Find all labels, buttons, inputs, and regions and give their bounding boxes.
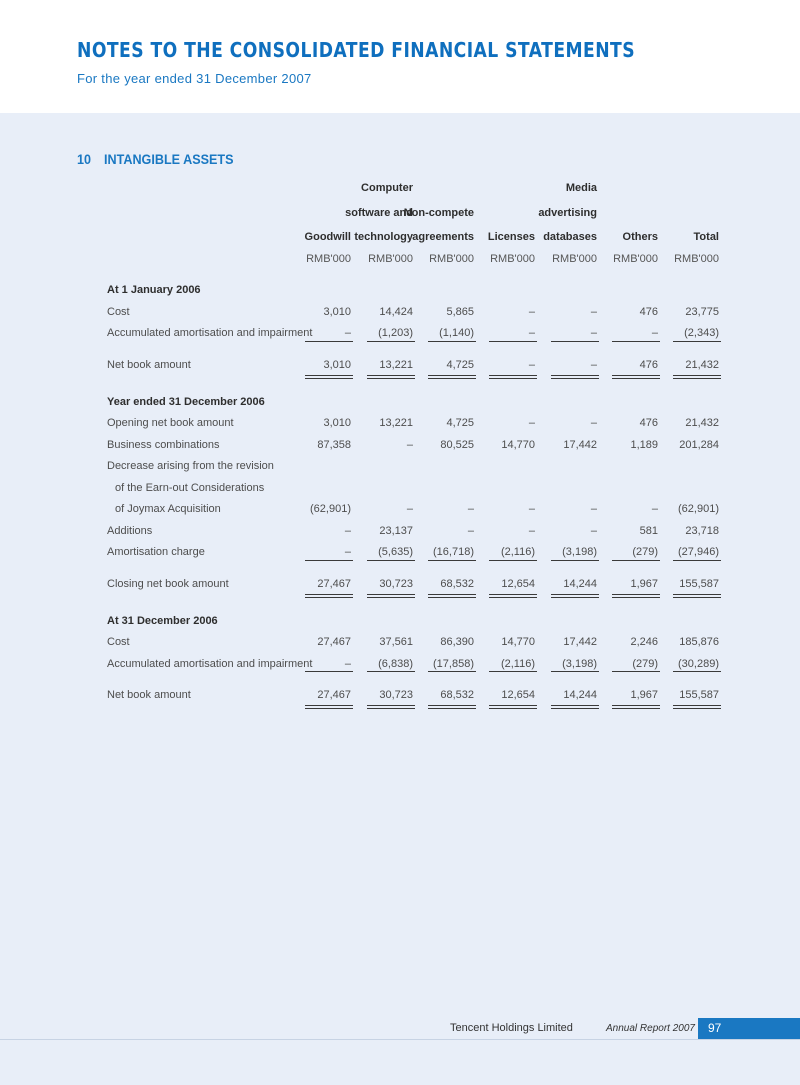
page-number: 97 [708,1021,722,1035]
block-heading: Year ended 31 December 2006 [107,395,265,408]
column-unit: RMB'000 [368,253,413,265]
total-double-rule [673,375,721,376]
table-cell: – [590,524,597,537]
table-cell: (3,198) [562,546,597,558]
total-cell: 1,967 [630,577,658,590]
total-double-rule [428,378,476,379]
total-double-rule [673,594,721,595]
table-cell: 581 [639,524,658,537]
table-cell: – [651,327,658,339]
total-double-rule [489,594,537,595]
total-double-rule [305,708,353,709]
total-cell: 30,723 [379,689,413,701]
table-cell: – [590,305,597,318]
total-double-rule [489,597,537,598]
total-cell: 30,723 [379,577,413,590]
table-cell: – [528,327,535,339]
column-header: software and [345,207,413,219]
total-double-rule [367,375,415,376]
total-double-rule [673,597,721,598]
table-cell: (30,289) [678,657,719,670]
table-cell: (62,901) [310,503,351,515]
table-cell: 4,725 [446,417,474,429]
total-double-rule [551,375,599,376]
subtotal-rule [367,341,415,342]
total-cell: 14,244 [563,689,597,701]
row-label: Accumulated amortisation and impairment [107,657,313,670]
total-cell: 68,532 [440,577,474,590]
total-double-rule [305,594,353,595]
column-header: Goodwill [304,231,351,243]
column-header: Others [622,231,658,243]
document-title: NOTES TO THE CONSOLIDATED FINANCIAL STATEMENTS [77,38,636,62]
table-cell: 80,525 [440,438,474,451]
row-label: Accumulated amortisation and impairment [107,327,313,339]
total-double-rule [305,705,353,706]
page-header [0,0,800,113]
total-double-rule [612,705,660,706]
total-double-rule [367,597,415,598]
table-cell: 476 [639,305,658,318]
subtotal-rule [612,671,660,672]
row-label: Decrease arising from the revision [107,460,274,472]
table-cell: – [467,503,474,515]
table-cell: (279) [632,546,658,558]
total-double-rule [551,594,599,595]
total-cell: 27,467 [317,577,351,590]
total-double-rule [367,708,415,709]
total-double-rule [305,375,353,376]
table-cell: 17,442 [563,636,597,648]
column-unit: RMB'000 [306,253,351,265]
total-double-rule [305,597,353,598]
table-cell: (279) [632,657,658,670]
subtotal-rule [673,560,721,561]
column-unit: RMB'000 [552,253,597,265]
table-cell: 5,865 [446,305,474,318]
total-cell: 27,467 [317,689,351,701]
table-cell: 23,718 [685,524,719,537]
table-cell: 27,467 [317,636,351,648]
table-cell: 23,775 [685,305,719,318]
footer-company-name: Tencent Holdings Limited [450,1022,573,1034]
row-label: Opening net book amount [107,417,234,429]
total-cell: 3,010 [323,358,351,371]
total-double-rule [612,597,660,598]
total-double-rule [489,705,537,706]
total-double-rule [305,378,353,379]
table-cell: – [344,524,351,537]
subtotal-rule [489,341,537,342]
subtotal-rule [551,560,599,561]
row-label: Cost [107,636,130,648]
table-cell: (62,901) [678,503,719,515]
block-heading: At 31 December 2006 [107,614,218,627]
subtotal-rule [551,671,599,672]
subtotal-rule [305,560,353,561]
total-double-rule [428,705,476,706]
total-double-rule [673,705,721,706]
table-cell: 1,189 [630,438,658,451]
total-double-rule [489,375,537,376]
subtotal-rule [489,671,537,672]
subtotal-rule [673,341,721,342]
table-cell: 14,424 [379,305,413,318]
table-cell: (2,116) [500,546,535,558]
table-cell: (5,635) [378,546,413,558]
subtotal-rule [612,341,660,342]
column-unit: RMB'000 [613,253,658,265]
column-header: Non-compete [403,207,474,219]
table-cell: 86,390 [440,636,474,648]
row-label: Additions [107,524,153,537]
row-label: of the Earn-out Considerations [115,481,265,494]
footer-report-name: Annual Report 2007 [606,1023,695,1034]
section-number: 10 [77,151,92,167]
total-double-rule [551,597,599,598]
table-cell: 14,770 [501,438,535,451]
table-cell: (16,718) [433,546,474,558]
subtotal-rule [612,560,660,561]
subtotal-rule [428,671,476,672]
column-header: advertising [538,207,597,219]
table-cell: – [651,503,658,515]
total-label: Closing net book amount [107,577,229,590]
column-unit: RMB'000 [674,253,719,265]
block-heading: At 1 January 2006 [107,284,201,296]
total-double-rule [612,594,660,595]
subtotal-rule [673,671,721,672]
total-double-rule [489,708,537,709]
table-cell: 21,432 [685,417,719,429]
page-number-badge [698,1018,800,1039]
table-cell: (2,343) [684,327,719,339]
table-cell: (3,198) [562,657,597,670]
total-double-rule [551,705,599,706]
total-cell: 12,654 [501,689,535,701]
table-cell: – [590,327,597,339]
total-double-rule [673,378,721,379]
table-cell: 37,561 [379,636,413,648]
total-double-rule [428,708,476,709]
table-cell: 87,358 [317,438,351,451]
subtotal-rule [367,560,415,561]
column-header: Total [693,231,719,243]
table-cell: – [406,438,413,451]
section-heading [77,151,234,167]
row-label: Amortisation charge [107,546,205,558]
table-cell: 185,876 [679,636,719,648]
column-unit: RMB'000 [429,253,474,265]
column-unit: RMB'000 [490,253,535,265]
table-cell: (1,140) [439,327,474,339]
table-cell: 201,284 [679,438,719,451]
table-cell: (27,946) [678,546,719,558]
table-cell: 23,137 [379,524,413,537]
total-double-rule [489,378,537,379]
total-double-rule [612,378,660,379]
table-cell: 17,442 [563,438,597,451]
footer-divider [0,1039,800,1040]
column-header: Media [565,182,597,194]
total-cell: 155,587 [679,577,719,590]
table-cell: (17,858) [433,657,474,670]
total-double-rule [673,708,721,709]
total-double-rule [428,375,476,376]
row-label: Business combinations [107,438,220,451]
total-double-rule [367,378,415,379]
row-label: Cost [107,305,130,318]
table-cell: (2,116) [500,657,535,670]
table-cell: – [528,417,535,429]
total-cell: 155,587 [679,689,719,701]
table-cell: – [590,417,597,429]
total-cell: 21,432 [685,358,719,371]
table-cell: (6,838) [378,657,413,670]
document-subtitle: For the year ended 31 December 2007 [77,71,312,86]
subtotal-rule [489,560,537,561]
total-double-rule [612,708,660,709]
table-cell: – [406,503,413,515]
table-cell: – [528,524,535,537]
table-cell: – [344,657,351,670]
total-label: Net book amount [107,689,191,701]
subtotal-rule [367,671,415,672]
table-cell: – [344,327,351,339]
column-header: Licenses [487,231,535,243]
column-header: databases [543,231,597,243]
subtotal-rule [428,560,476,561]
table-cell: – [590,503,597,515]
table-cell: 3,010 [323,417,351,429]
column-header: agreements [412,231,474,243]
total-label: Net book amount [107,358,191,371]
total-cell: 4,725 [446,358,474,371]
table-cell: – [467,524,474,537]
table-cell: 2,246 [630,636,658,648]
total-cell: – [528,358,535,371]
table-cell: – [344,546,351,558]
total-double-rule [428,594,476,595]
table-cell: 476 [639,417,658,429]
subtotal-rule [551,341,599,342]
table-cell: – [528,503,535,515]
table-cell: (1,203) [378,327,413,339]
total-double-rule [367,594,415,595]
table-cell: 14,770 [501,636,535,648]
total-cell: 1,967 [630,689,658,701]
total-cell: 13,221 [379,358,413,371]
total-double-rule [428,597,476,598]
total-double-rule [551,378,599,379]
total-double-rule [612,375,660,376]
subtotal-rule [428,341,476,342]
section-title: INTANGIBLE ASSETS [104,151,234,167]
total-double-rule [367,705,415,706]
total-cell: – [590,358,597,371]
row-label: of Joymax Acquisition [115,503,221,515]
total-cell: 68,532 [440,689,474,701]
table-cell: 13,221 [379,417,413,429]
total-cell: 12,654 [501,577,535,590]
total-cell: 476 [639,358,658,371]
total-cell: 14,244 [563,577,597,590]
table-cell: – [528,305,535,318]
table-cell: 3,010 [323,305,351,318]
column-header: Computer [361,182,413,194]
subtotal-rule [305,341,353,342]
total-double-rule [551,708,599,709]
subtotal-rule [305,671,353,672]
column-header: technology [354,231,413,243]
